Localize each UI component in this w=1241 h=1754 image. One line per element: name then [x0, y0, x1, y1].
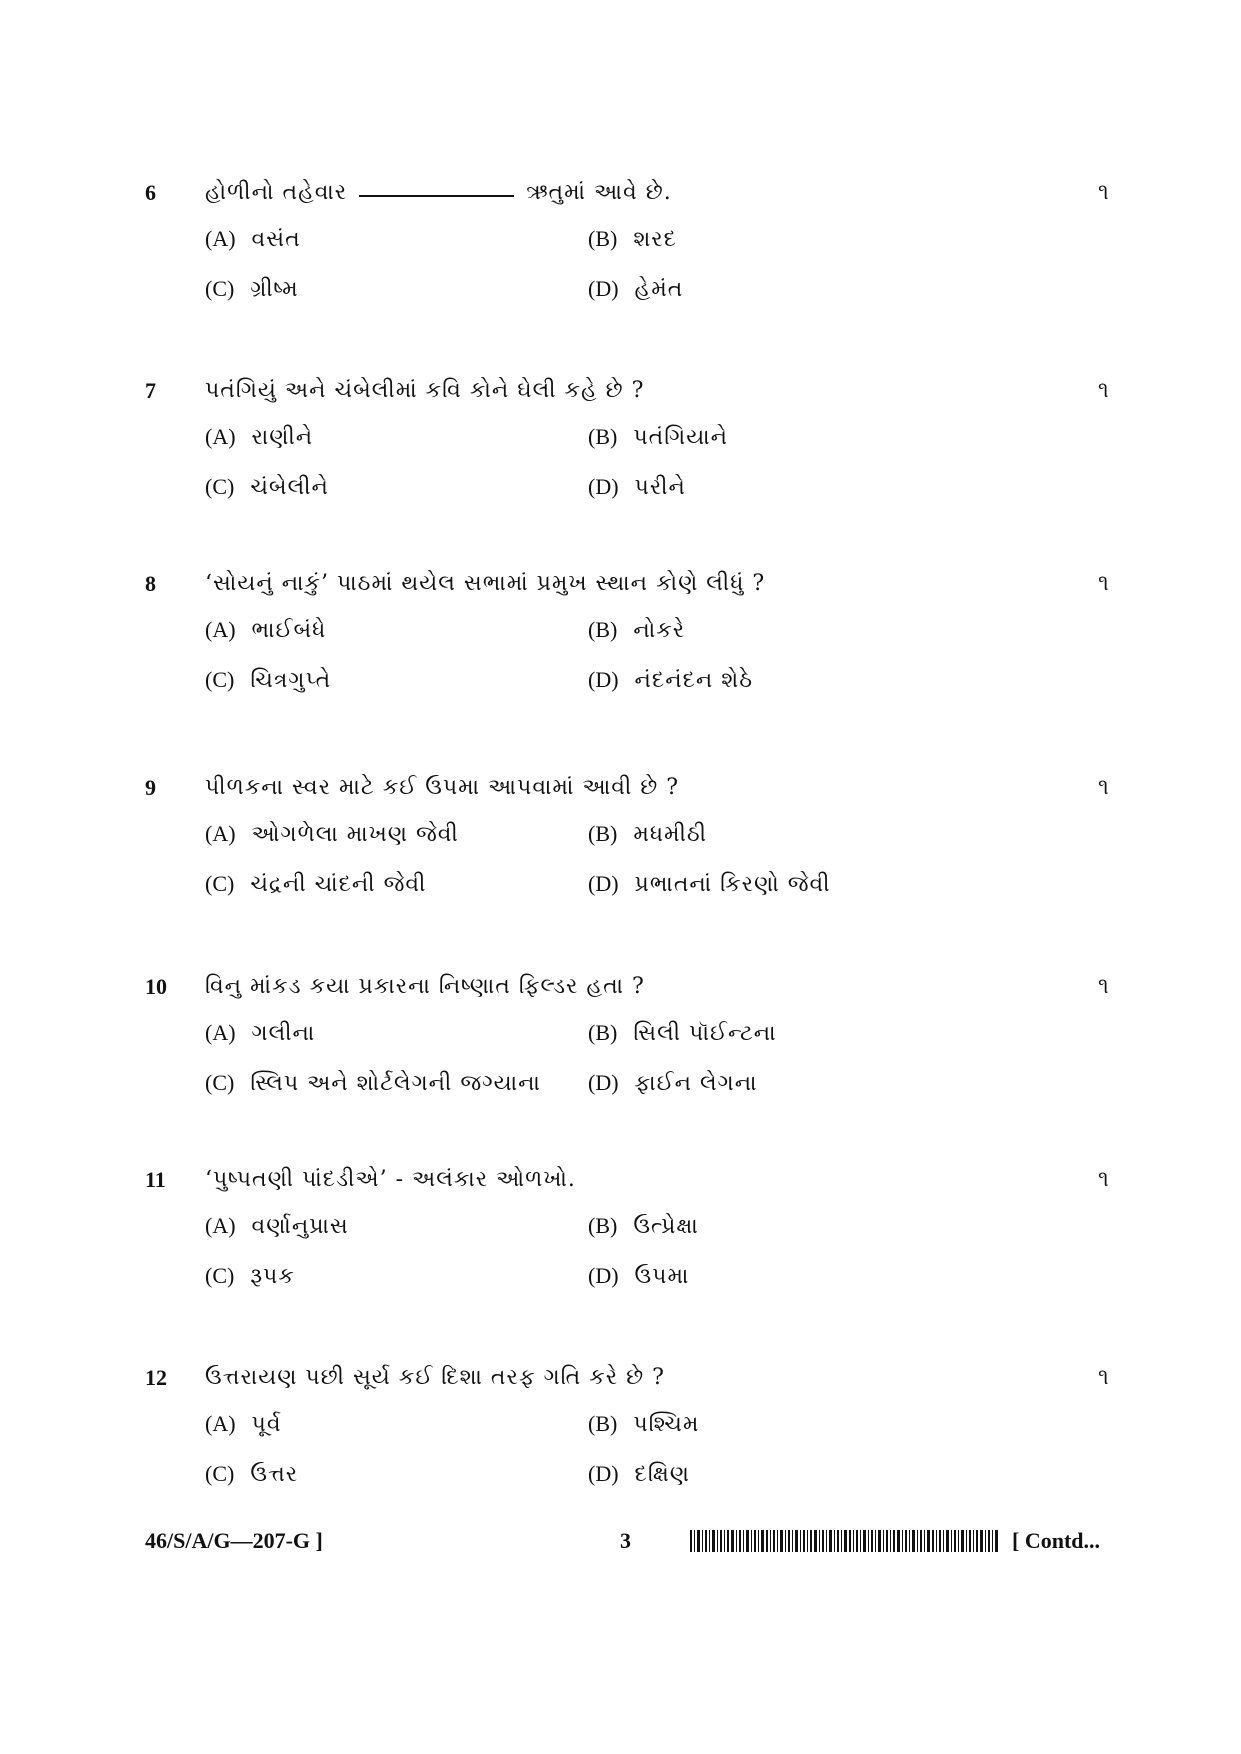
- option-b: [588, 617, 685, 643]
- question-text: ઉત્તરાયણ પછી સૂર્ય કઈ દિશા તરફ ગતિ કરે છે ?: [205, 1365, 665, 1390]
- option-label: (D): [588, 1461, 619, 1486]
- page-number: 3: [620, 1528, 631, 1553]
- question-number: 12: [145, 1365, 167, 1390]
- option-label: (B): [588, 1020, 618, 1045]
- option-label: (C): [205, 1461, 235, 1486]
- option-text: મધમીઠી: [633, 822, 707, 847]
- page-footer: [0, 1528, 1241, 1568]
- question-text: વિનુ માંકડ કયા પ્રકારના નિષ્ણાત ફિલ્ડર હતા ?: [205, 974, 645, 999]
- option-c: [205, 667, 331, 693]
- option-label: (A): [205, 1411, 236, 1436]
- option-text: ગ્રીષ્મ: [250, 277, 299, 302]
- option-text: દક્ષિણ: [634, 1462, 690, 1487]
- option-text: વર્ણાનુપ્રાસ: [251, 1214, 349, 1239]
- option-label: (D): [588, 1263, 619, 1288]
- option-text: ભાઈબંધે: [251, 618, 327, 643]
- question-number: 11: [145, 1167, 166, 1192]
- option-text: સ્લિપ અને શોર્ટલેગની જગ્યાના: [250, 1071, 541, 1096]
- question-number: 8: [145, 571, 156, 596]
- question-text: [205, 180, 672, 205]
- option-c: [205, 474, 329, 500]
- option-text: ઉપમા: [634, 1264, 690, 1289]
- option-text: રૂપક: [250, 1264, 295, 1289]
- option-d: [588, 667, 753, 693]
- marks: ૧: [1098, 1167, 1109, 1192]
- question-text-after: ઋતુમાં આવે છે.: [526, 180, 672, 205]
- option-text: પતંગિયાને: [633, 425, 729, 450]
- option-label: (D): [588, 667, 619, 692]
- question-text: પતંગિયું અને ચંબેલીમાં કવિ કોને ઘેલી કહે છે ?: [205, 378, 645, 403]
- option-label: (B): [588, 617, 618, 642]
- option-label: (C): [205, 871, 235, 896]
- marks: ૧: [1098, 1365, 1109, 1390]
- option-label: (C): [205, 1263, 235, 1288]
- option-text: ઓગળેલા માખણ જેવી: [251, 822, 459, 847]
- option-text: પરીને: [634, 475, 686, 500]
- option-b: [588, 1411, 699, 1437]
- continued-label: [ Contd...: [1012, 1528, 1101, 1553]
- marks: ૧: [1098, 974, 1109, 999]
- option-d: [588, 1070, 758, 1096]
- question-text: પીળકના સ્વર માટે કઈ ઉપમા આપવામાં આવી છે ?: [205, 775, 680, 800]
- option-text: શરદ: [633, 227, 677, 252]
- option-text: ફાઈન લેગના: [634, 1071, 758, 1096]
- option-text: સિલી પૉઈન્ટના: [633, 1021, 777, 1046]
- option-label: (A): [205, 617, 236, 642]
- option-text: નોકરે: [633, 618, 686, 643]
- question-number: 6: [145, 180, 156, 205]
- marks: ૧: [1098, 180, 1109, 205]
- question-number: 10: [145, 974, 167, 999]
- option-text: ચિત્રગુપ્તે: [250, 668, 332, 693]
- option-c: [205, 1461, 298, 1487]
- option-label: (C): [205, 276, 235, 301]
- option-text: વસંત: [251, 227, 301, 252]
- option-text: પૂર્વ: [251, 1412, 282, 1437]
- option-text: રાણીને: [251, 425, 314, 450]
- option-d: [588, 276, 683, 302]
- option-c: [205, 1263, 295, 1289]
- option-c: [205, 276, 299, 302]
- option-label: (A): [205, 424, 236, 449]
- marks: ૧: [1098, 378, 1109, 403]
- option-text: ચંબેલીને: [250, 475, 329, 500]
- option-b: [588, 226, 677, 252]
- option-text: નંદનંદન શેઠે: [634, 668, 754, 693]
- question-number: 7: [145, 378, 156, 403]
- option-a: [205, 424, 313, 450]
- option-label: (B): [588, 821, 618, 846]
- option-label: (D): [588, 276, 619, 301]
- question-text-before: હોળીનો તહેવાર: [205, 180, 348, 205]
- option-text: પ્રભાતનાં કિરણો જેવી: [634, 872, 831, 897]
- option-b: [588, 1020, 777, 1046]
- option-text: પશ્ચિમ: [633, 1412, 700, 1437]
- option-text: હેમંત: [634, 277, 684, 302]
- question-number: 9: [145, 775, 156, 800]
- option-label: (A): [205, 821, 236, 846]
- option-d: [588, 871, 831, 897]
- option-text: ઉત્પ્રેક્ષા: [633, 1214, 699, 1239]
- barcode-icon: [690, 1530, 1000, 1552]
- option-label: (C): [205, 474, 235, 499]
- option-label: (C): [205, 1070, 235, 1095]
- option-label: (B): [588, 424, 618, 449]
- option-text: ગલીના: [251, 1021, 316, 1046]
- option-b: [588, 821, 707, 847]
- option-label: (B): [588, 1411, 618, 1436]
- option-b: [588, 1213, 699, 1239]
- option-label: (A): [205, 226, 236, 251]
- option-text: ઉત્તર: [250, 1462, 299, 1487]
- option-a: [205, 1411, 282, 1437]
- option-label: (B): [588, 1213, 618, 1238]
- paper-code: 46/S/A/G—207-G ]: [145, 1528, 323, 1553]
- option-label: (B): [588, 226, 618, 251]
- option-d: [588, 1263, 689, 1289]
- option-label: (A): [205, 1020, 236, 1045]
- option-text: ચંદ્રની ચાંદની જેવી: [250, 872, 427, 897]
- option-a: [205, 226, 301, 252]
- option-a: [205, 617, 326, 643]
- option-label: (D): [588, 1070, 619, 1095]
- option-d: [588, 474, 686, 500]
- question-text: ‘સોયનું નાકું’ પાઠમાં થયેલ સભામાં પ્રમુખ સ્થાન કોણે લીધું ?: [205, 571, 766, 596]
- question-text: ‘પુષ્પતણી પાંદડીએ’ - અલંકાર ઓળખો.: [205, 1167, 576, 1192]
- option-a: [205, 821, 459, 847]
- option-a: [205, 1020, 315, 1046]
- option-a: [205, 1213, 349, 1239]
- marks: ૧: [1098, 775, 1109, 800]
- option-label: (D): [588, 474, 619, 499]
- option-label: (C): [205, 667, 235, 692]
- option-d: [588, 1461, 690, 1487]
- marks: ૧: [1098, 571, 1109, 596]
- option-label: (A): [205, 1213, 236, 1238]
- option-label: (D): [588, 871, 619, 896]
- option-c: [205, 1070, 541, 1096]
- fill-blank-line: [359, 195, 514, 197]
- option-b: [588, 424, 728, 450]
- option-c: [205, 871, 426, 897]
